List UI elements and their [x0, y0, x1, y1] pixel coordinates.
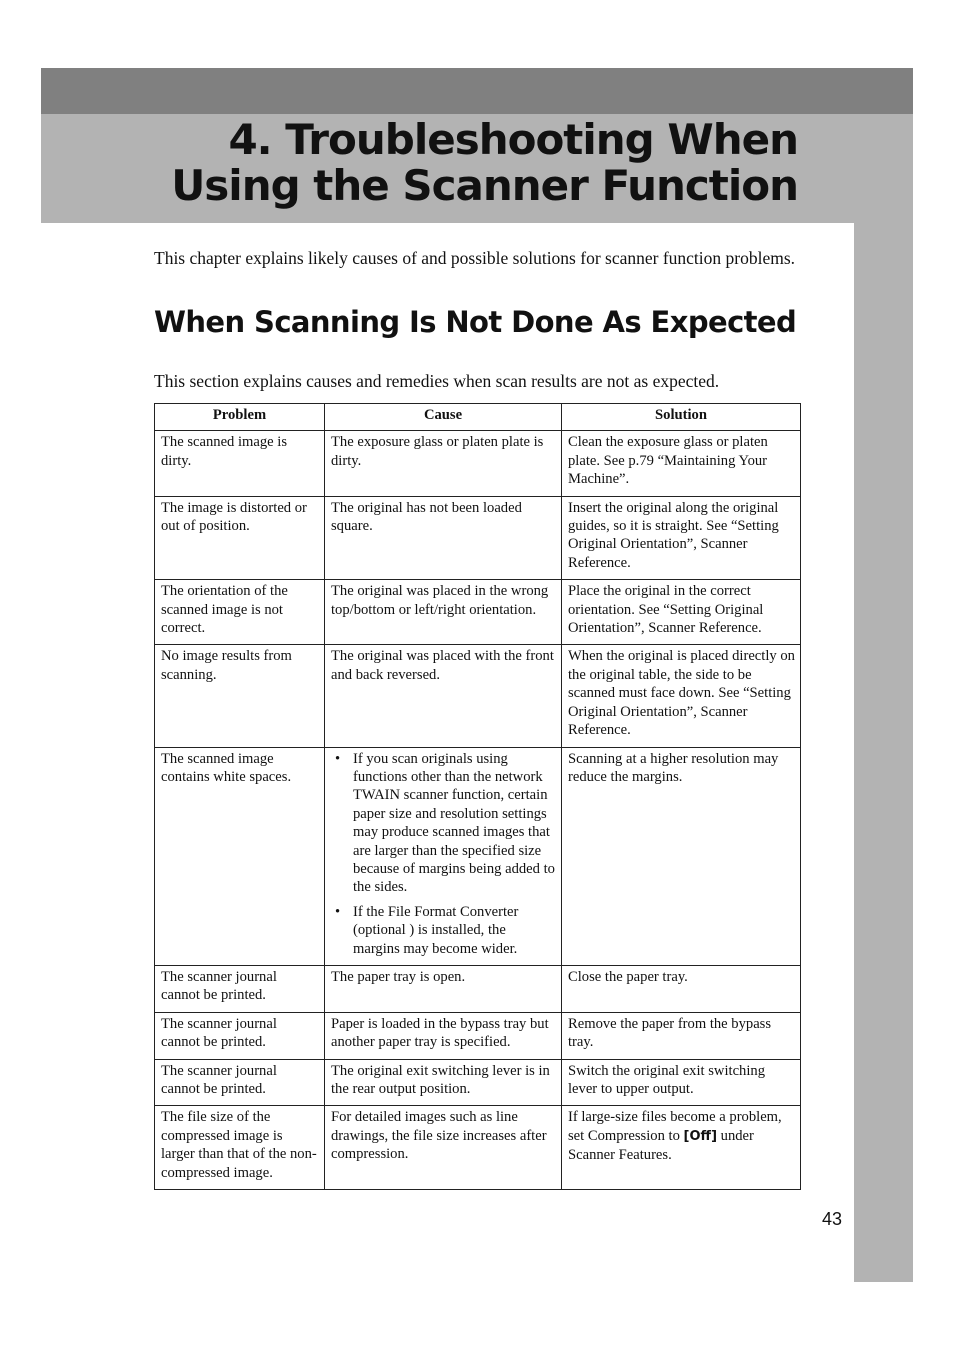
problem-cell: The scanner journal cannot be printed.: [155, 1059, 325, 1106]
cause-cell: The paper tray is open.: [325, 965, 562, 1012]
page-number: 43: [822, 1209, 843, 1229]
troubleshooting-table: [154, 403, 801, 1190]
cause-cell: The exposure glass or platen plate is dirty.: [325, 431, 562, 496]
table-row: [155, 1106, 801, 1190]
problem-cell: The scanner journal cannot be printed.: [155, 965, 325, 1012]
problem-cell: The file size of the compressed image is larger than that of the non-compressed image.: [155, 1106, 325, 1190]
chapter-intro: This chapter explains likely causes of and possible solutions for scanner function problems.: [154, 248, 796, 268]
solution-cell: Close the paper tray.: [562, 965, 801, 1012]
solution-cell: [562, 1106, 801, 1190]
solution-cell: Insert the original along the original guides, so it is straight. See “Setting Original Orientation”, Scanner Reference.: [562, 496, 801, 580]
off-key-label: [Off]: [683, 1128, 718, 1144]
solution-text: under Scanner Features.: [568, 1127, 754, 1164]
table-header-row: [155, 404, 801, 431]
chapter-header-band: [41, 68, 913, 114]
cause-cell: The original was placed with the front and back reversed.: [325, 645, 562, 747]
cause-cell: Paper is loaded in the bypass tray but another paper tray is specified.: [325, 1012, 562, 1059]
table-row: [155, 965, 801, 1012]
table-row: [155, 431, 801, 496]
cause-bullet-list: [331, 750, 556, 958]
section-intro: This section explains causes and remedies when scan results are not as expected.: [154, 371, 720, 391]
problem-cell: No image results from scanning.: [155, 645, 325, 747]
table-row: [155, 580, 801, 645]
cause-cell: The original was placed in the wrong top/bottom or left/right orientation.: [325, 580, 562, 645]
solution-cell: Scanning at a higher resolution may reduce the margins.: [562, 747, 801, 965]
solution-cell: Switch the original exit switching lever to upper output.: [562, 1059, 801, 1106]
chapter-title-line-1: 4. Troubleshooting When: [228, 115, 798, 164]
chapter-title: [171, 117, 798, 209]
problem-cell: The orientation of the scanned image is not correct.: [155, 580, 325, 645]
chapter-side-tab: [854, 223, 913, 1282]
problem-cell: The image is distorted or out of position.: [155, 496, 325, 580]
table-row: [155, 1059, 801, 1106]
table-row: [155, 645, 801, 747]
problem-cell: The scanned image contains white spaces.: [155, 747, 325, 965]
solution-cell: When the original is placed directly on the original table, the side to be scanned must face down. See “Setting Original Orientation”, Scanner Reference.: [562, 645, 801, 747]
section-heading: When Scanning Is Not Done As Expected: [154, 305, 797, 339]
header-solution: Solution: [562, 404, 801, 431]
table-row: [155, 496, 801, 580]
solution-cell: Place the original in the correct orientation. See “Setting Original Orientation”, Scanner Reference.: [562, 580, 801, 645]
cause-bullet: • If the File Format Converter (optional ) is installed, the margins may become wider.: [331, 903, 556, 958]
cause-cell: The original exit switching lever is in the rear output position.: [325, 1059, 562, 1106]
cause-cell: [325, 747, 562, 965]
header-problem: Problem: [155, 404, 325, 431]
problem-cell: The scanner journal cannot be printed.: [155, 1012, 325, 1059]
solution-cell: Clean the exposure glass or platen plate. See p.79 “Maintaining Your Machine”.: [562, 431, 801, 496]
table-row: [155, 1012, 801, 1059]
cause-cell: For detailed images such as line drawings, the file size increases after compression.: [325, 1106, 562, 1190]
problem-cell: The scanned image is dirty.: [155, 431, 325, 496]
solution-cell: Remove the paper from the bypass tray.: [562, 1012, 801, 1059]
cause-bullet: • If you scan originals using functions other than the network TWAIN scanner function, certain paper size and resolution settings may produce scanned images that are larger than the specified size because of margins being added to the sides.: [331, 750, 556, 897]
chapter-title-line-2: Using the Scanner Function: [171, 161, 798, 210]
header-cause: Cause: [325, 404, 562, 431]
table-row: [155, 747, 801, 965]
cause-cell: The original has not been loaded square.: [325, 496, 562, 580]
solution-text: If large-size files become a problem, set Compression to: [568, 1109, 782, 1144]
